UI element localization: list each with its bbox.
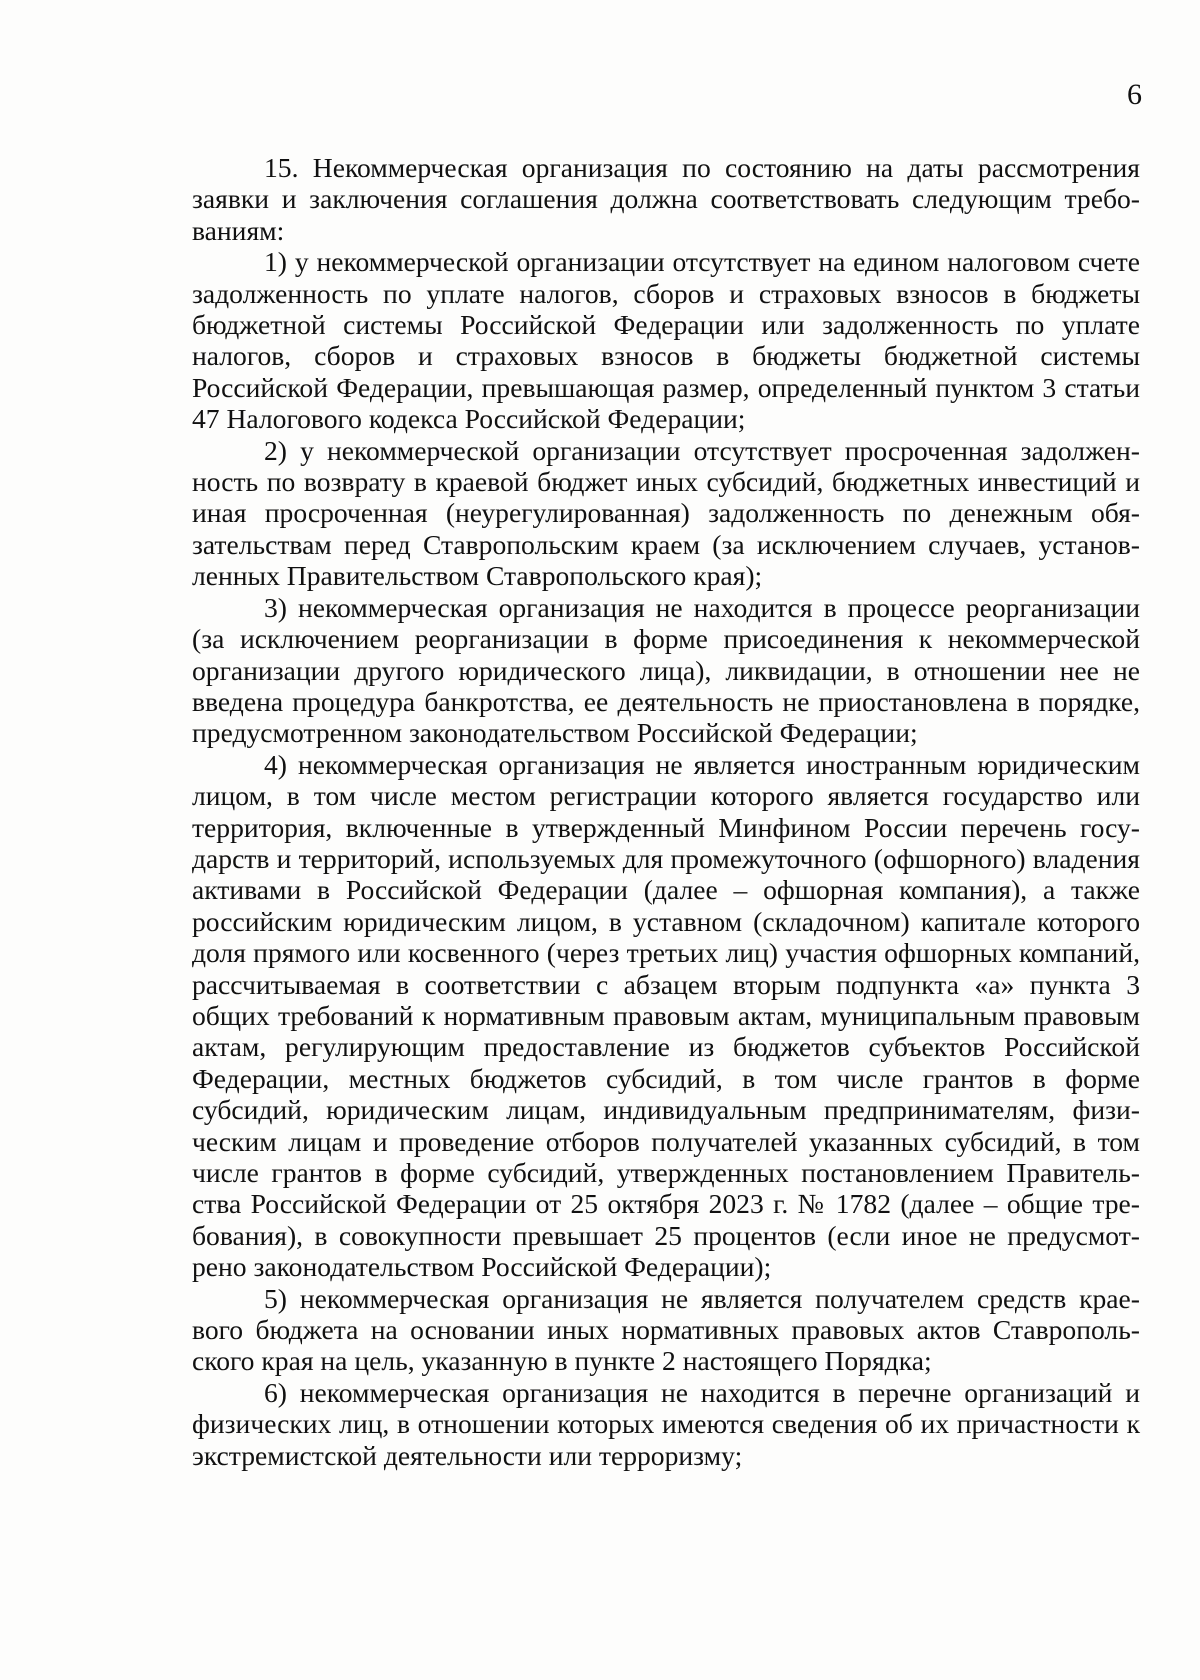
paragraph-15: 15. Некоммерческая организация по состоянию на даты рассмотрения заявки и заключения соглашения должна соответствовать следующим требованиям: <box>192 152 1140 246</box>
paragraph-item-2: 2) у некоммерческой организации отсутствует просроченная задолженность по возврату в краевой бюджет иных субсидий, бюджетных инвестиций и иная просроченная (неурегулированная) задолженность по денежным обязательствам перед Ставропольским краем (за исключением случаев, установленных Правительством Ставропольского края); <box>192 434 1140 592</box>
paragraph-item-4: 4) некоммерческая организация не является иностранным юридическим лицом, в том числе местом регистрации которого является государство или территория, включенные в утвержденный Минфином России перечень государств и территорий, используемых для промежуточного (офшорного) владения активами в Российской Федерации (далее – офшорная компания), а также российским юридическим лицом, в уставном (складочном) капитале которого доля прямого или косвенного (через третьих лиц) участия офшорных компаний, рассчитываемая в соответствии с абзацем вторым подпункта «а» пункта 3 общих требований к нормативным правовым актам, муниципальным правовым актам, регулирующим предоставление из бюджетов субъектов Российской Федерации, местных бюджетов субсидий, в том числе грантов в форме субсидий, юридическим лицам, индивидуальным предпринимателям, физическим лицам и проведение отборов получателей указанных субсидий, в том числе грантов в форме субсидий, утвержденных постановлением Правительства Российской Федерации от 25 октября 2023 г. № 1782 (далее – общие требования), в совокупности превышает 25 процентов (если иное не предусмотрено законодательством Российской Федерации); <box>192 748 1140 1283</box>
page-number: 6 <box>1127 78 1142 111</box>
paragraph-item-3: 3) некоммерческая организация не находится в процессе реорганизации (за исключением реорганизации в форме присоединения к некоммерческой организации другого юридического лица), ликвидации, в отношении нее не введена процедура банкротства, ее деятельность не приостановлена в порядке, предусмотренном законодательством Российской Федерации; <box>192 591 1140 749</box>
document-body <box>192 152 1140 1471</box>
paragraph-item-6: 6) некоммерческая организация не находится в перечне организаций и физических лиц, в отношении которых имеются сведения об их причастности к экстремистской деятельности или терроризму; <box>192 1376 1140 1471</box>
paragraph-item-5: 5) некоммерческая организация не является получателем средств краевого бюджета на основании иных нормативных правовых актов Ставропольского края на цель, указанную в пункте 2 настоящего Порядка; <box>192 1282 1140 1377</box>
paragraph-item-1: 1) у некоммерческой организации отсутствует на едином налоговом счете задолженность по уплате налогов, сборов и страховых взносов в бюджеты бюджетной системы Российской Федерации или задолженность по уплате налогов, сборов и страховых взносов в бюджеты бюджетной системы Российской Федерации, превышающая размер, определенный пунктом 3 статьи 47 Налогового кодекса Российской Федерации; <box>192 246 1140 435</box>
